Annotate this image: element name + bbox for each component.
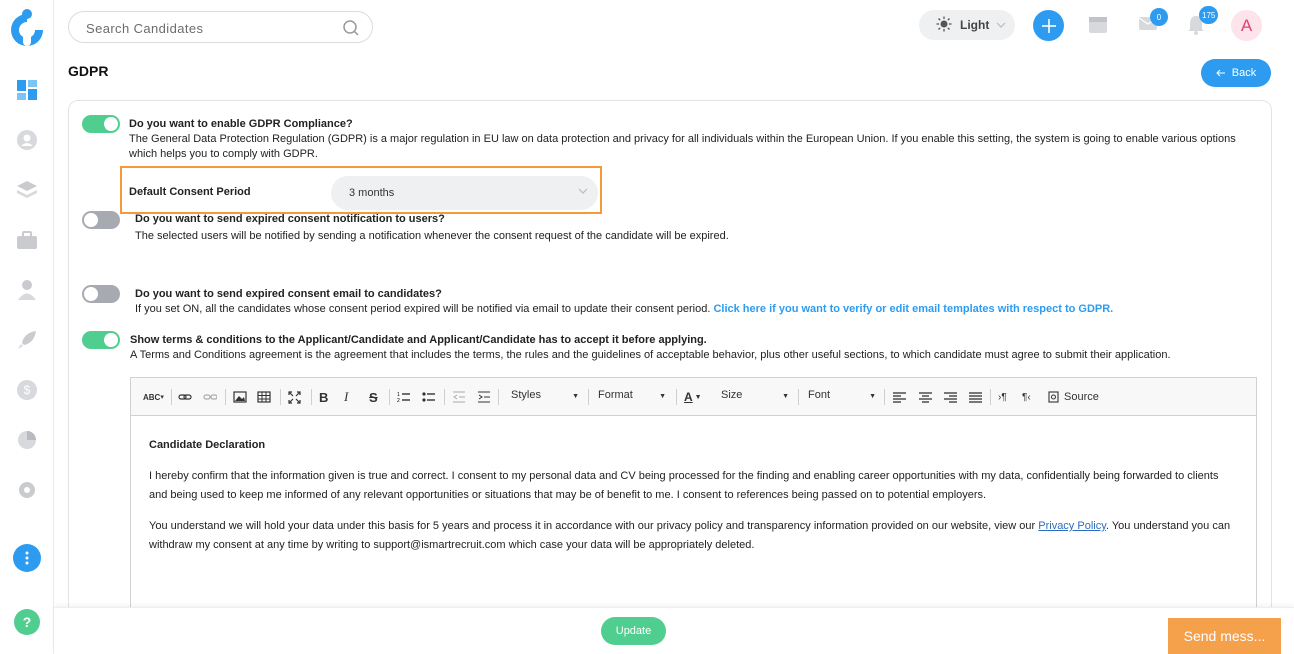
sidebar (0, 0, 54, 654)
back-button[interactable] (1201, 59, 1271, 87)
font-dropdown[interactable]: Font ▼ (808, 389, 876, 401)
add-new-button[interactable] (1033, 10, 1064, 41)
bulleted-list-icon[interactable] (422, 389, 436, 405)
strikethrough-icon[interactable]: S (369, 389, 378, 405)
privacy-policy-link[interactable]: Privacy Policy (1038, 520, 1106, 532)
search-icon[interactable] (342, 19, 360, 40)
table-icon[interactable] (257, 389, 271, 405)
expired-email-description (135, 302, 1113, 317)
editor-content[interactable] (131, 416, 1256, 587)
maximize-icon[interactable] (288, 389, 301, 405)
terms-conditions-toggle[interactable] (82, 331, 120, 349)
expired-email-question: Do you want to send expired consent email to candidates? (135, 288, 442, 300)
size-dropdown-label: Size (721, 389, 743, 401)
sun-icon (936, 16, 952, 35)
bold-icon[interactable]: B (319, 389, 329, 405)
calendar-icon[interactable] (1088, 14, 1108, 37)
user-avatar[interactable]: A (1231, 10, 1262, 41)
spellcheck-icon[interactable]: ABC ▾ (143, 392, 164, 402)
declaration-heading: Candidate Declaration (149, 439, 266, 451)
declaration-paragraph-2-end: . You understand you can withdraw my consent at any time by writing to support@ismartrecruit.com which case your data will be appropriately deleted. (149, 520, 1231, 551)
increase-indent-icon[interactable] (477, 389, 491, 405)
dashboard-icon[interactable] (15, 78, 39, 102)
notification-count-badge: 175 (1199, 6, 1218, 24)
app-logo[interactable] (9, 8, 45, 48)
chevron-down-icon (578, 188, 588, 194)
terms-conditions-description: A Terms and Conditions agreement is the agreement that includes the terms, the rules and the guidelines of acceptable behavior, plus other useful sections, to which candidate must agree to submit their application. (130, 349, 1171, 361)
jobs-briefcase-icon[interactable] (15, 228, 39, 252)
italic-icon[interactable]: I (344, 389, 349, 404)
terms-conditions-question: Show terms & conditions to the Applicant/Candidate and Applicant/Candidate has to accept it before applying. (130, 334, 707, 346)
expired-notification-toggle[interactable] (82, 211, 120, 229)
theme-label: Light (960, 18, 990, 32)
terms-editor (130, 377, 1257, 617)
gdpr-compliance-question: Do you want to enable GDPR Compliance? (129, 118, 353, 130)
layers-icon[interactable] (15, 178, 39, 202)
arrow-left-icon (1216, 69, 1226, 77)
plus-icon (1041, 18, 1057, 34)
numbered-list-icon[interactable] (397, 389, 411, 405)
image-icon[interactable] (233, 389, 247, 405)
consent-period-value: 3 months (349, 187, 395, 199)
settings-gear-icon[interactable] (15, 478, 39, 502)
help-icon[interactable]: ? (14, 609, 40, 635)
more-options-icon[interactable] (13, 544, 41, 572)
search-input[interactable] (86, 19, 336, 37)
send-message-button[interactable]: Send mess... (1168, 618, 1281, 654)
svg-text:2: 2 (397, 398, 400, 403)
users-icon[interactable] (15, 278, 39, 302)
align-justify-icon[interactable] (969, 389, 982, 405)
mail-count-badge: 0 (1150, 8, 1168, 26)
align-right-icon[interactable] (944, 389, 957, 405)
styles-dropdown-label: Styles (511, 389, 541, 401)
svg-text:1: 1 (397, 392, 400, 398)
source-button[interactable] (1048, 389, 1099, 405)
declaration-paragraph-2-start: You understand we will hold your data under this basis for 5 years and process it in accordance with our privacy policy and transparency information provided on our website, view our (149, 520, 1039, 532)
chevron-down-icon (996, 19, 1006, 31)
expired-notification-description: The selected users will be notified by sending a notification whenever the consent request of the candidate will be expired. (135, 230, 729, 242)
reports-pie-icon[interactable] (15, 428, 39, 452)
text-color-icon[interactable]: A ▼ (684, 390, 702, 404)
consent-period-label: Default Consent Period (129, 186, 251, 198)
consent-period-select[interactable] (331, 176, 598, 210)
email-templates-link[interactable]: Click here if you want to verify or edit email templates with respect to GDPR. (713, 303, 1114, 315)
gdpr-compliance-toggle[interactable] (82, 115, 120, 133)
declaration-paragraph-2 (149, 517, 1238, 555)
rocket-icon[interactable] (15, 328, 39, 352)
billing-dollar-icon[interactable] (15, 378, 39, 402)
format-dropdown-label: Format (598, 389, 633, 401)
consent-period-row (120, 166, 602, 214)
align-left-icon[interactable] (893, 389, 906, 405)
font-dropdown-label: Font (808, 389, 831, 401)
footer-bar (54, 607, 1294, 654)
align-center-icon[interactable] (919, 389, 932, 405)
page-title: GDPR (68, 63, 109, 79)
size-dropdown[interactable]: Size ▼ (721, 389, 789, 401)
svg-text:$: $ (23, 383, 31, 397)
editor-toolbar (131, 378, 1256, 416)
declaration-paragraph-1: I hereby confirm that the information given is true and correct. I consent to my personal data and CV being processed for the finding and enabling career opportunities with my data, confidentially being forwarded to clients and being used to keep me informed of any relevant opportunities or situations that may be of benefit to me. I consent to references being passed on to potential employers. (149, 470, 1219, 501)
expired-email-description-text: If you set ON, all the candidates whose consent period expired will be notified via email to update their consent period. (135, 303, 711, 315)
expired-notification-question: Do you want to send expired consent notification to users? (135, 213, 445, 225)
update-button[interactable]: Update (601, 617, 666, 645)
back-button-label: Back (1231, 67, 1257, 79)
text-direction-ltr-icon[interactable]: ›¶ (998, 391, 1007, 403)
decrease-indent-icon[interactable] (452, 389, 466, 405)
source-icon (1048, 391, 1059, 403)
expired-email-toggle[interactable] (82, 285, 120, 303)
candidates-icon[interactable] (15, 128, 39, 152)
link-icon[interactable] (178, 389, 192, 405)
search-box (68, 11, 373, 43)
styles-dropdown[interactable]: Styles ▼ (511, 389, 579, 401)
source-button-label: Source (1064, 391, 1099, 403)
gdpr-compliance-description: The General Data Protection Regulation (GDPR) is a major regulation in EU law on data protection and privacy for all individuals within the European Union. If you enable this setting, the system is going to enable various options which helps you to comply with GDPR. (129, 133, 1236, 160)
text-direction-rtl-icon[interactable]: ¶‹ (1022, 391, 1031, 403)
format-dropdown[interactable]: Format ▼ (598, 389, 666, 401)
unlink-icon[interactable] (203, 389, 217, 405)
theme-toggle-button[interactable] (919, 10, 1015, 40)
